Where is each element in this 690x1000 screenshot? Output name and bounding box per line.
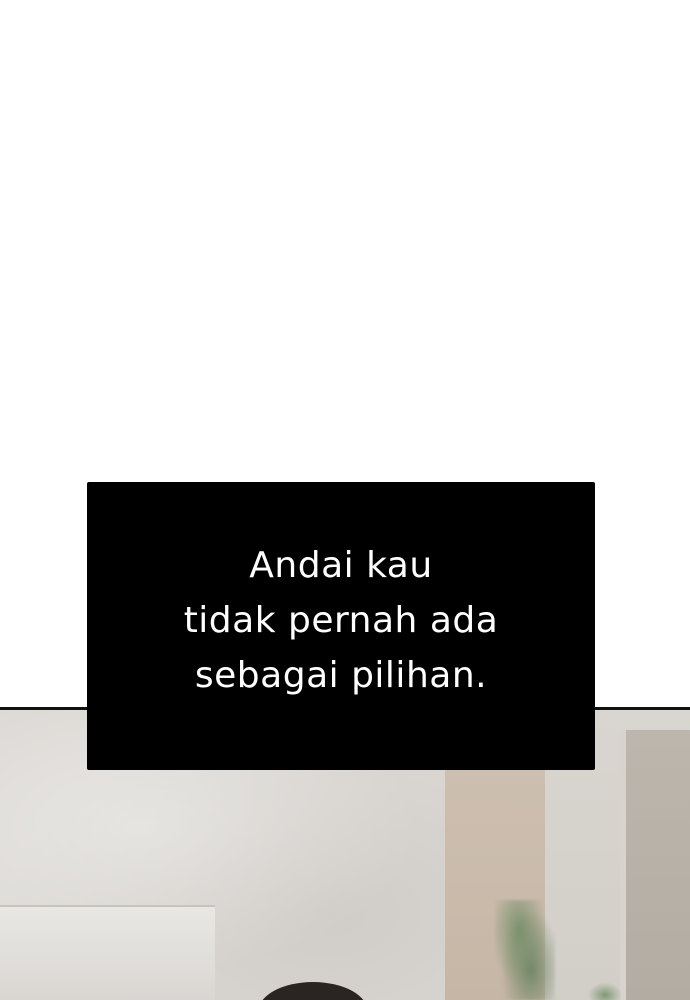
scene-shelf: [0, 905, 215, 1000]
scene-door-frame: [620, 730, 690, 1000]
caption-line-1: Andai kau: [249, 544, 433, 586]
scene-plant-small: [585, 980, 625, 1000]
narration-caption-box: [87, 482, 595, 770]
caption-line-2: tidak pernah ada: [183, 599, 499, 641]
caption-line-3: sebagai pilihan.: [194, 654, 488, 696]
narration-caption-text: [184, 538, 499, 703]
scene-plant: [495, 900, 555, 1000]
